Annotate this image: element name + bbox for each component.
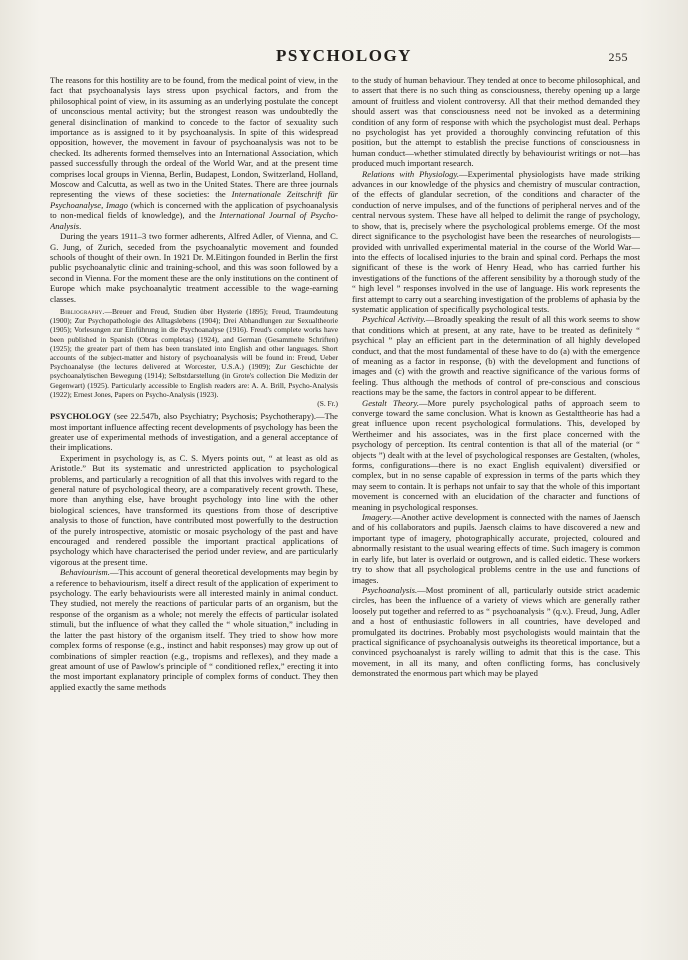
section-label-psychical-activity: Psychical Activity. — [362, 314, 426, 325]
paragraph-text: —This account of general theoretical developments may begin by a reference to behaviourism, itself a direct result of the application of experiment to psychology. The early behaviourists were all interested mainly in animal conduct. They studied, not merely the reactions of particular parts of an organism, but the response of the organism as a whole; not merely the effects of particular isolated stimuli, but the influence of what they called the “ whole situation,” including in the latter the past history of the organism itself. They tried to show how more complex forms of response (e.g., instinct and habit responses) may grow up out of combinations of simpler reaction (e.g., tropisms and reflexes), and they made a great amount of use of Pawlow's principle of “ conditioned reflex,” erecting it into the most important explanatory principle of complex forms of conduct. They then applied exactly the same methods — [50, 567, 338, 692]
section-label-behaviourism: Behaviourism. — [60, 567, 110, 578]
section-label-psychoanalysis: Psychoanalysis. — [362, 584, 418, 595]
paragraph-psychoanalysis — [352, 585, 640, 679]
author-signature: (S. Fr.) — [317, 398, 338, 408]
paragraph-text: —Experimental physiologists have made striking advances in our knowledge of the physics and chemistry of muscular contraction, of the effects of glandular secretion, of the conditions and character of the conduction of nerve impulses, and of the functions of peripheral nerves and of the central nervous system. These have all helped to delimit the range of psychology, to show, that is, precisely where the psychological problems emerge. Of the most direct significance to the psychologist have been the researches of neurologists—provided with unrivalled experimental material in the course of the World War—into the effects of localised injuries to the brain and spinal cord. Perhaps the most significant of these is the work of Henry Head, who has carried further his investigations of the functions of the afferent sensibility by a thorough study of the “ high level ” responses involved in the use of language. His work represents the first attempt to carry out a searching investigation of the problems of aphasia by the systematic application of specifically psychological tests. — [352, 168, 640, 314]
journal-title: Internationale Zeitschrift für Psychoanalyse, Imago — [50, 189, 338, 210]
left-column — [50, 75, 338, 925]
paragraph-hostility — [50, 75, 338, 231]
paragraph-text: —More purely psychological paths of approach seem to converge toward the same conclusion. What is known as Gestalttheorie has had a great influence upon recent psychological formulations. This, developed by Wertheimer and his associates, was in the first place concerned with the psychology of perception. Its central contention is that all of the material (or “ objects ”) dealt with at the level of psychological responses are Gestalten, (wholes, forms, configurations—there is no exact English equivalent) diversified or complex, but in no sense capable of expression in terms of the parts which they may seem to contain. It is perhaps not unfair to say that the whole of this important movement is concerned with an elucidation of the character and functions of meaning in psychological responses. — [352, 397, 640, 512]
section-label-physiology: Relations with Physiology. — [362, 168, 459, 179]
paragraph-text: —Most prominent of all, particularly outside strict academic circles, has been the influence of a variety of views which are generally rather loosely put together and referred to as “ psychoanalysis ” (q.v.). Freud, Jung, Adler and a host of enthusiastic followers in all countries, have developed and promulgated its doctrines. Probably most psychologists would maintain that the practical significance of psychoanalysis outweighs its theoretical importance, but a convinced psychoanalyst is rarely willing to admit that this is the case. This movement, in all its many, and often conflicting forms, has conclusively demonstrated the enormous part which may be played — [352, 584, 640, 679]
paragraph-text: The reasons for this hostility are to be found, from the medical point of view, in the fact that psychoanalysis lays stress upon psychical factors, and from the philosophical point of view, in its assuming as an underlying postulate the concept of unconscious mental activity; but the strongest reason was undoubtedly the general disinclination of mankind to concede to the factor of sexuality such importance as is assigned to it by psychoanalysis. In spite of this widespread opposition, however, the movement in favour of psychoanalysis was not to be checked. Its adherents formed themselves into an International Association, which passed successfully through the ordeal of the World War, and at the present time comprises local groups in Vienna, Berlin, Budapest, London, Switzerland, Holland, Moscow and Calcutta, as well as two in the United States. There are three journals representing the views of these societies: the — [50, 75, 338, 200]
right-column — [352, 75, 640, 925]
paragraph-gestalt — [352, 398, 640, 512]
entry-cross-reference: (see 22.547b, also Psychiatry; Psychosis; Psychotherapy). — [113, 411, 317, 422]
running-head-title: PSYCHOLOGY — [276, 46, 412, 65]
paragraph-text: (which is concerned with the application of psychoanalysis to non-medical fields of knowledge), and the — [50, 199, 338, 221]
paragraph-behaviourism — [50, 567, 338, 692]
bibliography — [50, 307, 338, 408]
entry-headword: PSYCHOLOGY — [50, 411, 112, 422]
paragraph-text: —Another active development is connected with the names of Jaensch and of his collaborators and pupils. Jaensch claims to have discovered a new and important type of imagery, photographically accurate, projected, coloured and abnormally resistant to the usual wearing effects of time. Such imagery is common in early life, but later is overlaid or outgrown, and is called eidetic. These workers try to show that all psychological problems centre in the use and functions of images. — [352, 512, 640, 585]
paragraph-text: . — [79, 220, 82, 231]
paragraph-consciousness: to the study of human behaviour. They tended at once to become philosophical, and to assert that there is no such thing as consciousness, thereby opening up a large amount of fruitless and violent controversy. All that their method demanded they should assert was that consciousness need not be invoked as a determining condition of any form of response with which the psychologist must deal. Perhaps no psychologist has yet provided a thoroughly convincing refutation of this position, but the attempt to establish the precise functions of consciousness in human conduct—whether stimulated directly by behaviourist writings or not—has produced much important research. — [352, 75, 640, 169]
article-entry-psychology — [50, 411, 338, 453]
journal-title: International Journal of Psycho-Analysis — [50, 210, 338, 231]
entry-intro-text: —The most important influence affecting recent developments of psychology has been the greater use of experimental methods of investigation, and a general acceptance of their implications. — [50, 411, 338, 453]
paragraph-experiment: Experiment in psychology is, as C. S. Myers points out, “ at least as old as Aristotle.” But its systematic and unrestricted application to psychological problems, and particularly a recognition of all that this involves with regard to the general nature of psychological theory, are a comparatively recent growth. These, more than anything else, have brought psychology into line with the other biological sciences, have transformed its questions from those of descriptive analysis to those of function, have contributed most powerfully to the destruction of the purely introspective, atomistic or mosaic psychology of the past and have encouraged and rendered possible the important practical applications of psychology which have characterised the period under review, and are particularly vigorous at the present time. — [50, 452, 338, 567]
bibliography-text: —Breuer and Freud, Studien über Hysterie (1895); Freud, Traumdeutung (1900); Zur Psychopathologie des Alltagslebens (1904); Drei Abhandlungen zur Sexualtheorie (1905); Vorlesungen zur Einführung in die Psychoanalyse (1916). Freud's complete works have been published in Spanish (Obras completas) (1924), and German (Gesammelte Schriften) (1925); the greater part of them has been translated into English and other languages. Short accounts of the subject-matter and history of psychoanalysis will be found in: Freud, Ueber Psychoanalyse (the lectures delivered at Worcester, U.S.A.) (1909); Zur Geschichte der psychoanalytischen Bewegung (1914); Selbstdarstellung (in Grote's collection Die Medizin der Gegenwart) (1925). Particularly accessible to English readers are: A. A. Brill, Psycho-Analysis (1922); Ernest Jones, Papers on Psycho-Analysis (1923). — [50, 306, 338, 399]
paragraph-text: —Broadly speaking the result of all this work seems to show that conditions which at present, at any rate, have to be treated as definitely “ psychical ” play an efficient part in the determination of all highly developed conduct, and that the most fundamental of these have to do (a) with the emergence of meaning as a factor in response, (b) with the development and functions of images and (c) with the growth and reactive significance of the various forms of feeling. Thus although the methods of control of pre-conscious and conscious reactions may be the same, the factors in control appear to be different. — [352, 314, 640, 398]
paragraph-secession: During the years 1911–3 two former adherents, Alfred Adler, of Vienna, and C. G. Jung, of Zurich, seceded from the psychoanalytic movement and founded schools of thought of their own. In 1921 Dr. M.Eitingon founded in Berlin the first public psychoanalytic clinic and training-school, and this was soon followed by a second in Vienna. For the moment these are the only institutions on the continent of Europe which make psychoanalytic treatment accessible to the wage-earning classes. — [50, 231, 338, 304]
paragraph-imagery — [352, 512, 640, 585]
section-label-gestalt: Gestalt Theory. — [362, 397, 419, 408]
bibliography-label: Bibliography. — [60, 306, 105, 316]
paragraph-physiology — [352, 169, 640, 315]
text-columns — [50, 75, 640, 925]
paragraph-psychical-activity — [352, 314, 640, 397]
section-label-imagery: Imagery. — [362, 512, 393, 523]
page-number: 255 — [608, 50, 628, 64]
running-head — [0, 46, 688, 70]
